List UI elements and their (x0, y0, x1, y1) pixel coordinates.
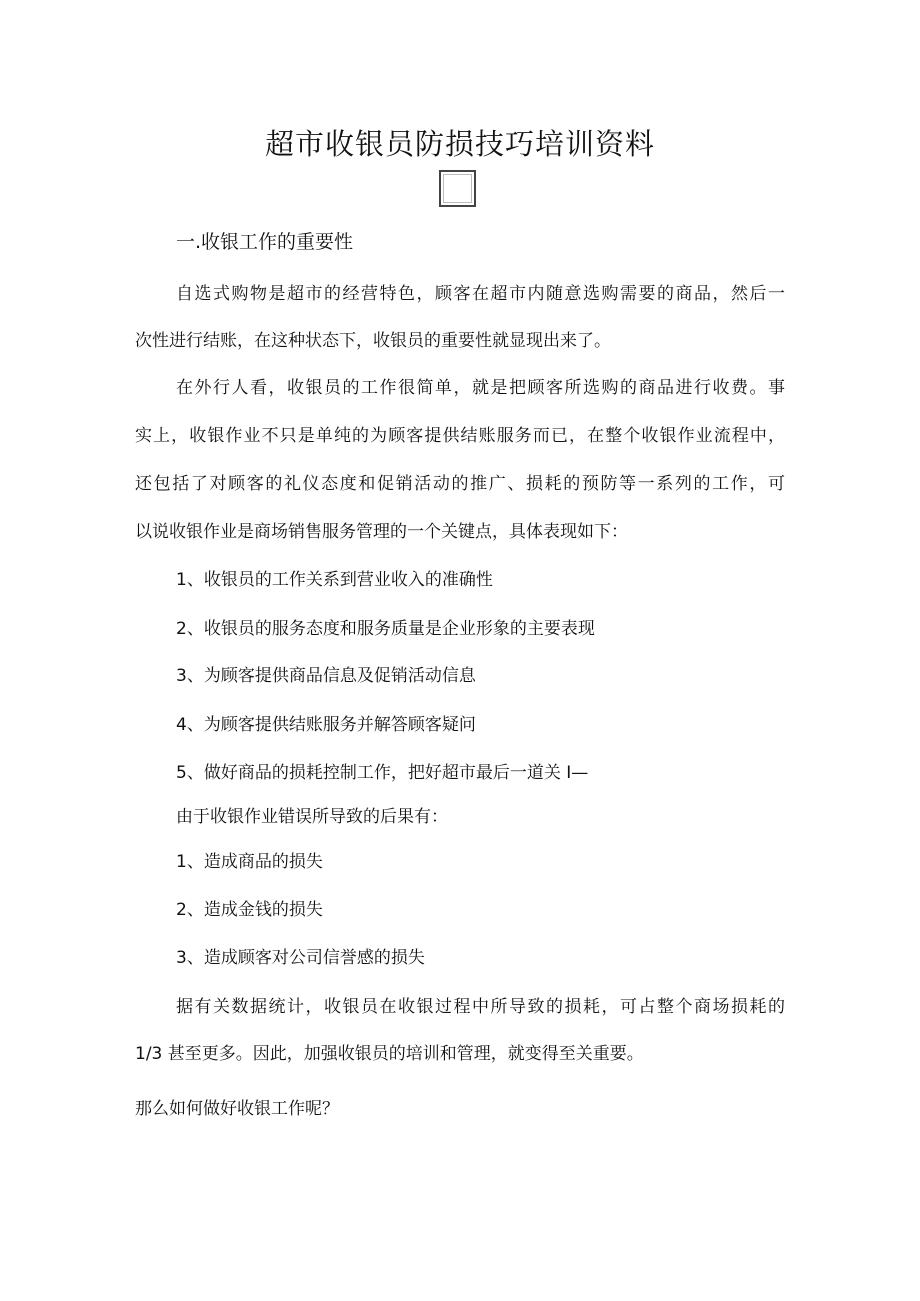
paragraph-line: 据有关数据统计，收银员在收银过程中所导致的损耗，可占整个商场损耗的 (176, 997, 785, 1017)
paragraph-line: 以说收银作业是商场销售服务管理的一个关键点，具体表现如下： (135, 522, 628, 542)
paragraph-line: 还包括了对顾客的礼仪态度和促销活动的推广、损耗的预防等一系列的工作，可 (135, 474, 785, 494)
list-item: 2、造成金钱的损失 (176, 900, 323, 920)
list-item: 3、为顾客提供商品信息及促销活动信息 (176, 666, 476, 686)
list-item: 2、收银员的服务态度和服务质量是企业形象的主要表现 (176, 619, 595, 639)
list-item: 5、做好商品的损耗控制工作，把好超市最后一道关 I— (176, 763, 589, 783)
list-item: 1、造成商品的损失 (176, 852, 323, 872)
paragraph-line: 由于收银作业错误所导致的后果有： (176, 807, 448, 827)
image-placeholder (439, 170, 476, 207)
paragraph-line: 次性进行结账，在这种状态下，收银员的重要性就显现出来了。 (135, 331, 611, 351)
paragraph-line: 1/3 甚至更多。因此，加强收银员的培训和管理，就变得至关重要。 (135, 1044, 644, 1064)
list-item: 4、为顾客提供结账服务并解答顾客疑问 (176, 715, 476, 735)
paragraph-line: 自选式购物是超市的经营特色，顾客在超市内随意选购需要的商品，然后一 (176, 284, 785, 304)
paragraph-line: 在外行人看，收银员的工作很简单，就是把顾客所选购的商品进行收费。事 (176, 378, 785, 398)
paragraph-line: 实上，收银作业不只是单纯的为顾客提供结账服务而已，在整个收银作业流程中， (135, 426, 785, 446)
list-item: 1、收银员的工作关系到营业收入的准确性 (176, 570, 493, 590)
section-heading: 一.收银工作的重要性 (176, 231, 354, 253)
list-item: 3、造成顾客对公司信誉感的损失 (176, 948, 425, 968)
document-title: 超市收银员防损技巧培训资料 (264, 127, 655, 161)
paragraph-line: 那么如何做好收银工作呢？ (135, 1099, 339, 1119)
